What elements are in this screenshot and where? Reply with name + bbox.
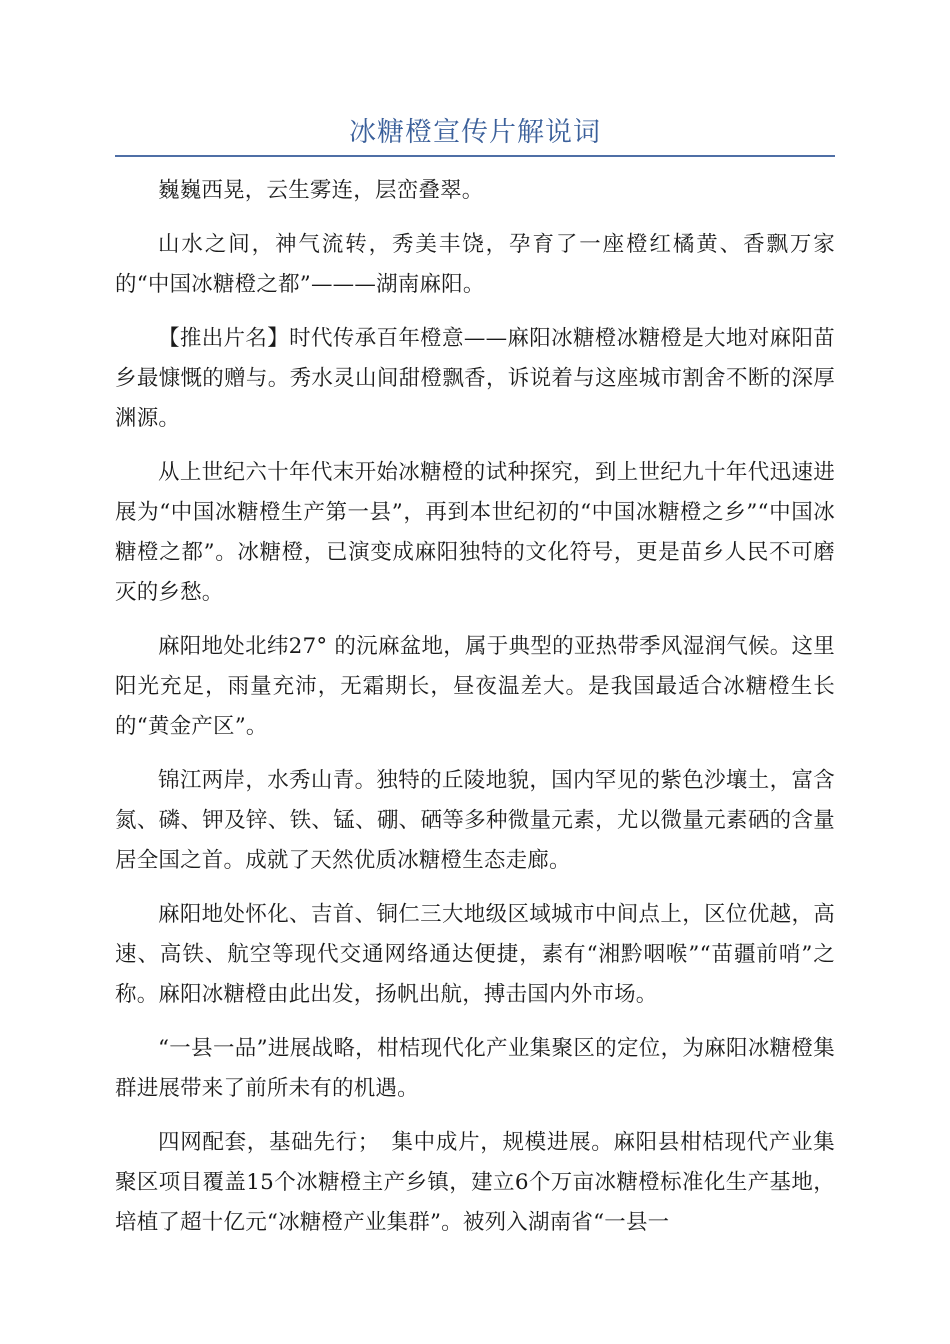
paragraph: 山水之间，神气流转，秀美丰饶，孕育了一座橙红橘黄、香飘万家的“中国冰糖橙之都”———湖南麻阳。 — [115, 232, 835, 297]
paragraph: 四网配套，基础先行； 集中成片，规模进展。麻阳县柑桔现代产业集聚区项目覆盖15个冰糖橙主产乡镇，建立6个万亩冰糖橙标准化生产基地，培植了超十亿元“冰糖橙产业集群”。被列入湖南省“一县一 — [115, 1130, 835, 1235]
paragraph: 【推出片名】时代传承百年橙意——麻阳冰糖橙冰糖橙是大地对麻阳苗乡最慷慨的赠与。秀水灵山间甜橙飘香，诉说着与这座城市割舍不断的深厚渊源。 — [115, 326, 835, 431]
title-underline — [115, 155, 835, 157]
paragraph: 从上世纪六十年代末开始冰糖橙的试种探究，到上世纪九十年代迅速进展为“中国冰糖橙生产第一县”，再到本世纪初的“中国冰糖橙之乡”“中国冰糖橙之都”。冰糖橙，已演变成麻阳独特的文化符号，更是苗乡人民不可磨灭的乡愁。 — [115, 460, 835, 605]
paragraph: 巍巍西晃，云生雾连，层峦叠翠。 — [158, 178, 484, 203]
paragraph: 麻阳地处怀化、吉首、铜仁三大地级区域城市中间点上，区位优越，高速、高铁、航空等现代交通网络通达便捷，素有“湘黔咽喉”“苗疆前哨”之称。麻阳冰糖橙由此出发，扬帆出航，搏击国内外市场。 — [115, 902, 835, 1007]
paragraph: “一县一品”进展战略，柑桔现代化产业集聚区的定位，为麻阳冰糖橙集群进展带来了前所未有的机遇。 — [115, 1036, 835, 1101]
document-body — [115, 171, 835, 1257]
paragraph: 锦江两岸，水秀山青。独特的丘陵地貌，国内罕见的紫色沙壤土，富含氮、磷、钾及锌、铁、锰、硼、硒等多种微量元素，尤以微量元素硒的含量居全国之首。成就了天然优质冰糖橙生态走廊。 — [115, 768, 835, 873]
document-title: 冰糖橙宣传片解说词 — [349, 117, 601, 148]
paragraph: 麻阳地处北纬27° 的沅麻盆地，属于典型的亚热带季风湿润气候。这里阳光充足，雨量充沛，无霜期长，昼夜温差大。是我国最适合冰糖橙生长的“黄金产区”。 — [115, 634, 835, 739]
